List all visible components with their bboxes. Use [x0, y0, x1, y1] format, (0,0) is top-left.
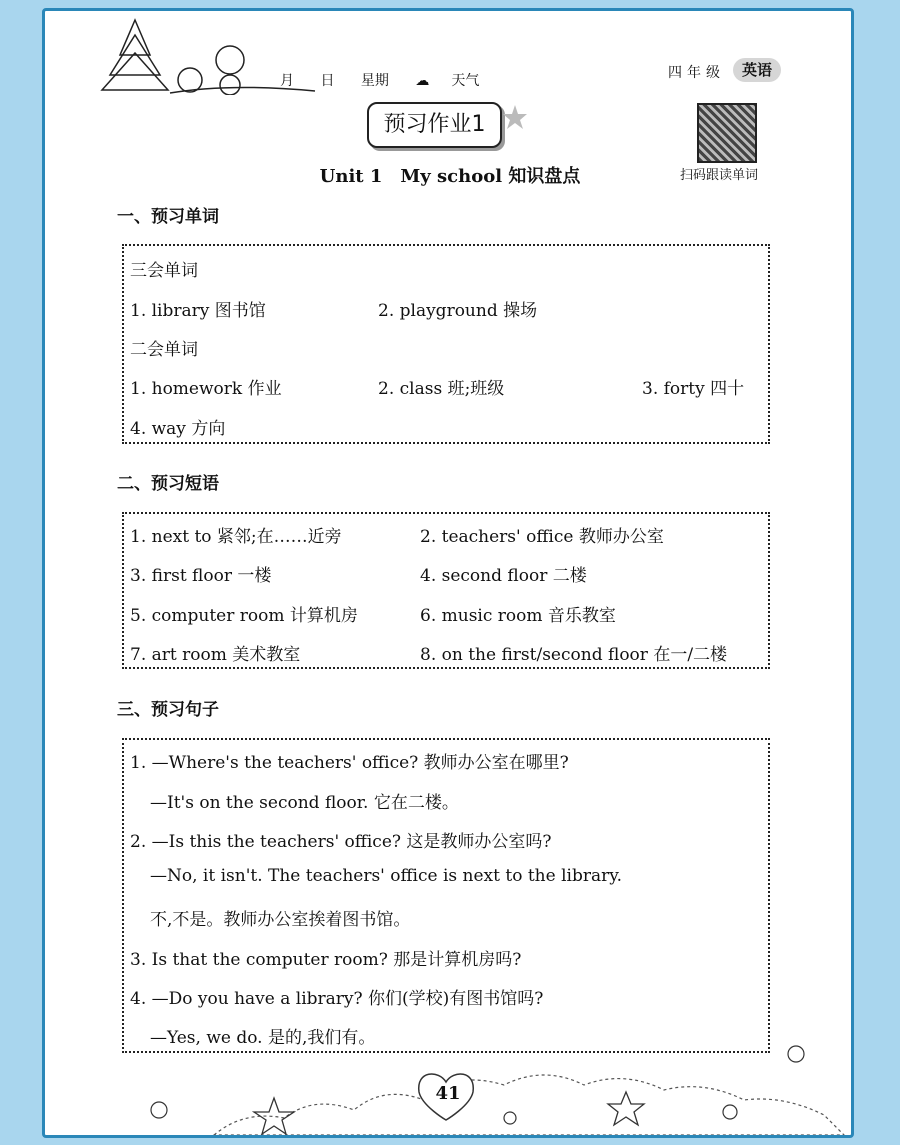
page-number: 41	[435, 1083, 461, 1104]
subject-badge: 英语	[733, 58, 781, 82]
weekday-label: 星期	[360, 73, 389, 89]
word-item: 1. library 图书馆	[130, 301, 266, 321]
grade-label: 四年级	[668, 65, 725, 81]
phrase-item: 2. teachers' office 教师办公室	[420, 527, 664, 547]
sentence-line: —It's on the second floor. 它在二楼。	[150, 793, 459, 813]
weather-label: 天气	[451, 73, 480, 89]
word-item: 2. playground 操场	[378, 301, 538, 321]
phrase-item: 8. on the first/second floor 在一/二楼	[420, 645, 728, 665]
section-heading-phrases: 二、预习短语	[117, 474, 219, 494]
qr-caption: 扫码跟读单词	[680, 168, 759, 183]
word-group-label: 三会单词	[130, 261, 198, 281]
sentence-line: 4. —Do you have a library? 你们(学校)有图书馆吗?	[130, 989, 544, 1009]
phrase-item: 5. computer room 计算机房	[130, 606, 358, 626]
phrase-item: 6. music room 音乐教室	[420, 606, 616, 626]
sentence-line: 2. —Is this the teachers' office? 这是教师办公室吗?	[130, 832, 552, 852]
word-item: 2. class 班;班级	[378, 379, 505, 399]
word-item: 1. homework 作业	[130, 379, 282, 399]
assignment-badge: 预习作业1	[367, 102, 502, 148]
cloud-icon: ☁	[415, 73, 430, 89]
word-item: 4. way 方向	[130, 419, 226, 439]
section-heading-words: 一、预习单词	[117, 207, 219, 227]
phrase-item: 4. second floor 二楼	[420, 566, 587, 586]
star-icon	[503, 103, 528, 133]
sentence-line: 1. —Where's the teachers' office? 教师办公室在哪里?	[130, 753, 569, 773]
sentence-line: 3. Is that the computer room? 那是计算机房吗?	[130, 950, 522, 970]
section-heading-sentences: 三、预习句子	[117, 700, 219, 720]
month-label: 月	[280, 73, 294, 89]
sentence-line: —No, it isn't. The teachers' office is next to the library.	[150, 866, 622, 886]
date-line	[280, 70, 501, 90]
phrase-item: 3. first floor 一楼	[130, 566, 272, 586]
day-label: 日	[320, 73, 335, 89]
sentence-line: 不,不是。教师办公室挨着图书馆。	[150, 910, 411, 930]
qr-code-icon[interactable]	[697, 103, 757, 163]
page-title: Unit 1 My school 知识盘点	[319, 166, 581, 187]
phrase-item: 1. next to 紧邻;在……近旁	[130, 527, 342, 547]
phrase-item: 7. art room 美术教室	[130, 645, 301, 665]
sentence-line: —Yes, we do. 是的,我们有。	[150, 1028, 376, 1048]
word-group-label: 二会单词	[130, 340, 198, 360]
word-item: 3. forty 四十	[642, 379, 745, 399]
